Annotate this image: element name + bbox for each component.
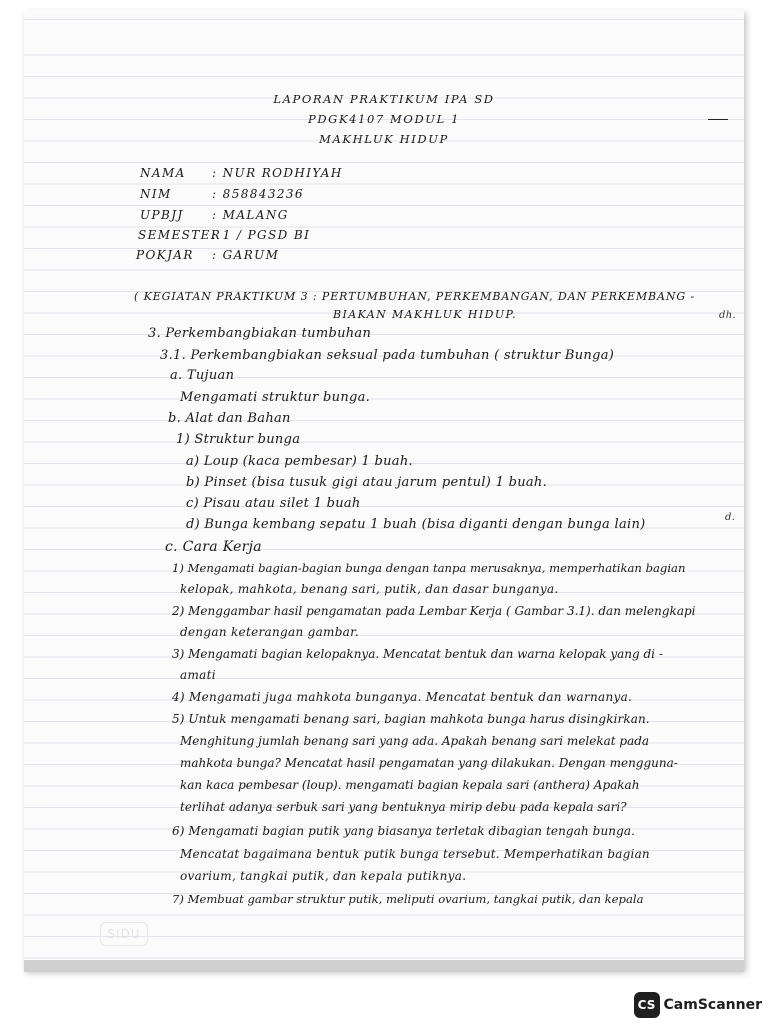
step-text: 4) Mengamati juga mahkota bunganya. Mencatat bentuk dan warnanya.: [172, 690, 633, 704]
report-topic: MAKHLUK HIDUP: [319, 132, 449, 146]
margin-note-middle: d.: [725, 512, 736, 523]
identity-label-semester: SEMESTER: [138, 228, 222, 242]
identity-value-upbjj: : MALANG: [212, 208, 289, 222]
step-text: 6) Mengamati bagian putik yang biasanya terletak dibagian tengah bunga.: [172, 824, 636, 838]
step-text: amati: [180, 668, 216, 682]
step-text: 5) Untuk mengamati benang sari, bagian mahkota bunga harus disingkirkan.: [172, 712, 650, 726]
subsection-heading: 3.1. Perkembangbiakan seksual pada tumbuhan ( struktur Bunga): [160, 348, 615, 363]
camscanner-logo-icon: CS: [634, 992, 660, 1018]
identity-label-nama: NAMA: [140, 166, 186, 180]
list-item: 1) Struktur bunga: [176, 432, 301, 447]
step-text: 3) Mengamati bagian kelopaknya. Mencatat bentuk dan warna kelopak yang di -: [172, 647, 663, 661]
list-item: b) Pinset (bisa tusuk gigi atau jarum pentul) 1 buah.: [186, 475, 548, 490]
step-text: kelopak, mahkota, benang sari, putik, dan dasar bunganya.: [180, 582, 559, 596]
heading-tujuan: a. Tujuan: [170, 368, 235, 383]
activity-title-line2: BIAKAN MAKHLUK HIDUP.: [333, 308, 518, 321]
identity-value-nama: : NUR RODHIYAH: [212, 166, 343, 180]
step-text: Mencatat bagaimana bentuk putik bunga tersebut. Memperhatikan bagian: [180, 847, 650, 861]
paper-watermark: SIDU: [100, 922, 148, 946]
list-item: a) Loup (kaca pembesar) 1 buah.: [186, 454, 413, 469]
identity-label-upbjj: UPBJJ: [140, 208, 184, 222]
step-text: Menghitung jumlah benang sari yang ada. Apakah benang sari melekat pada: [180, 734, 650, 748]
report-module: PDGK4107 MODUL 1: [308, 112, 460, 126]
tujuan-text: Mengamati struktur bunga.: [180, 390, 371, 405]
identity-value-pokjar: : GARUM: [212, 248, 280, 262]
step-text: ovarium, tangkai putik, dan kepala putiknya.: [180, 869, 467, 883]
step-text: kan kaca pembesar (loup). mengamati bagian kepala sari (anthera) Apakah: [180, 778, 640, 792]
margin-dash: [708, 119, 728, 120]
step-text: 7) Membuat gambar struktur putik, meliputi ovarium, tangkai putik, dan kepala: [172, 892, 644, 906]
page-bottom-edge: [24, 960, 744, 972]
camscanner-name: CamScanner: [663, 997, 762, 1013]
identity-label-nim: NIM: [140, 187, 172, 201]
list-item: c) Pisau atau silet 1 buah: [186, 496, 361, 511]
heading-cara-kerja: c. Cara Kerja: [165, 539, 262, 555]
identity-value-semester: : 1 / PGSD BI: [212, 228, 311, 242]
margin-note-top: dh.: [719, 310, 736, 321]
step-text: terlihat adanya serbuk sari yang bentuknya mirip debu pada kepala sari?: [180, 800, 627, 814]
camscanner-brand: [634, 992, 762, 1018]
list-item: d) Bunga kembang sepatu 1 buah (bisa diganti dengan bunga lain): [186, 517, 646, 532]
identity-label-pokjar: POKJAR: [136, 248, 194, 262]
step-text: 1) Mengamati bagian-bagian bunga dengan tanpa merusaknya, memperhatikan bagian: [172, 561, 686, 575]
section-heading: 3. Perkembangbiakan tumbuhan: [148, 326, 372, 341]
report-title: LAPORAN PRAKTIKUM IPA SD: [273, 92, 495, 106]
step-text: dengan keterangan gambar.: [180, 625, 359, 639]
heading-alat-bahan: b. Alat dan Bahan: [168, 411, 291, 426]
step-text: 2) Menggambar hasil pengamatan pada Lembar Kerja ( Gambar 3.1). dan melengkapi: [172, 604, 696, 618]
step-text: mahkota bunga? Mencatat hasil pengamatan yang dilakukan. Dengan mengguna-: [180, 756, 678, 770]
activity-title-line1: ( KEGIATAN PRAKTIKUM 3 : PERTUMBUHAN, PERKEMBANGAN, DAN PERKEMBANG -: [134, 290, 696, 303]
identity-value-nim: : 858843236: [212, 187, 304, 201]
